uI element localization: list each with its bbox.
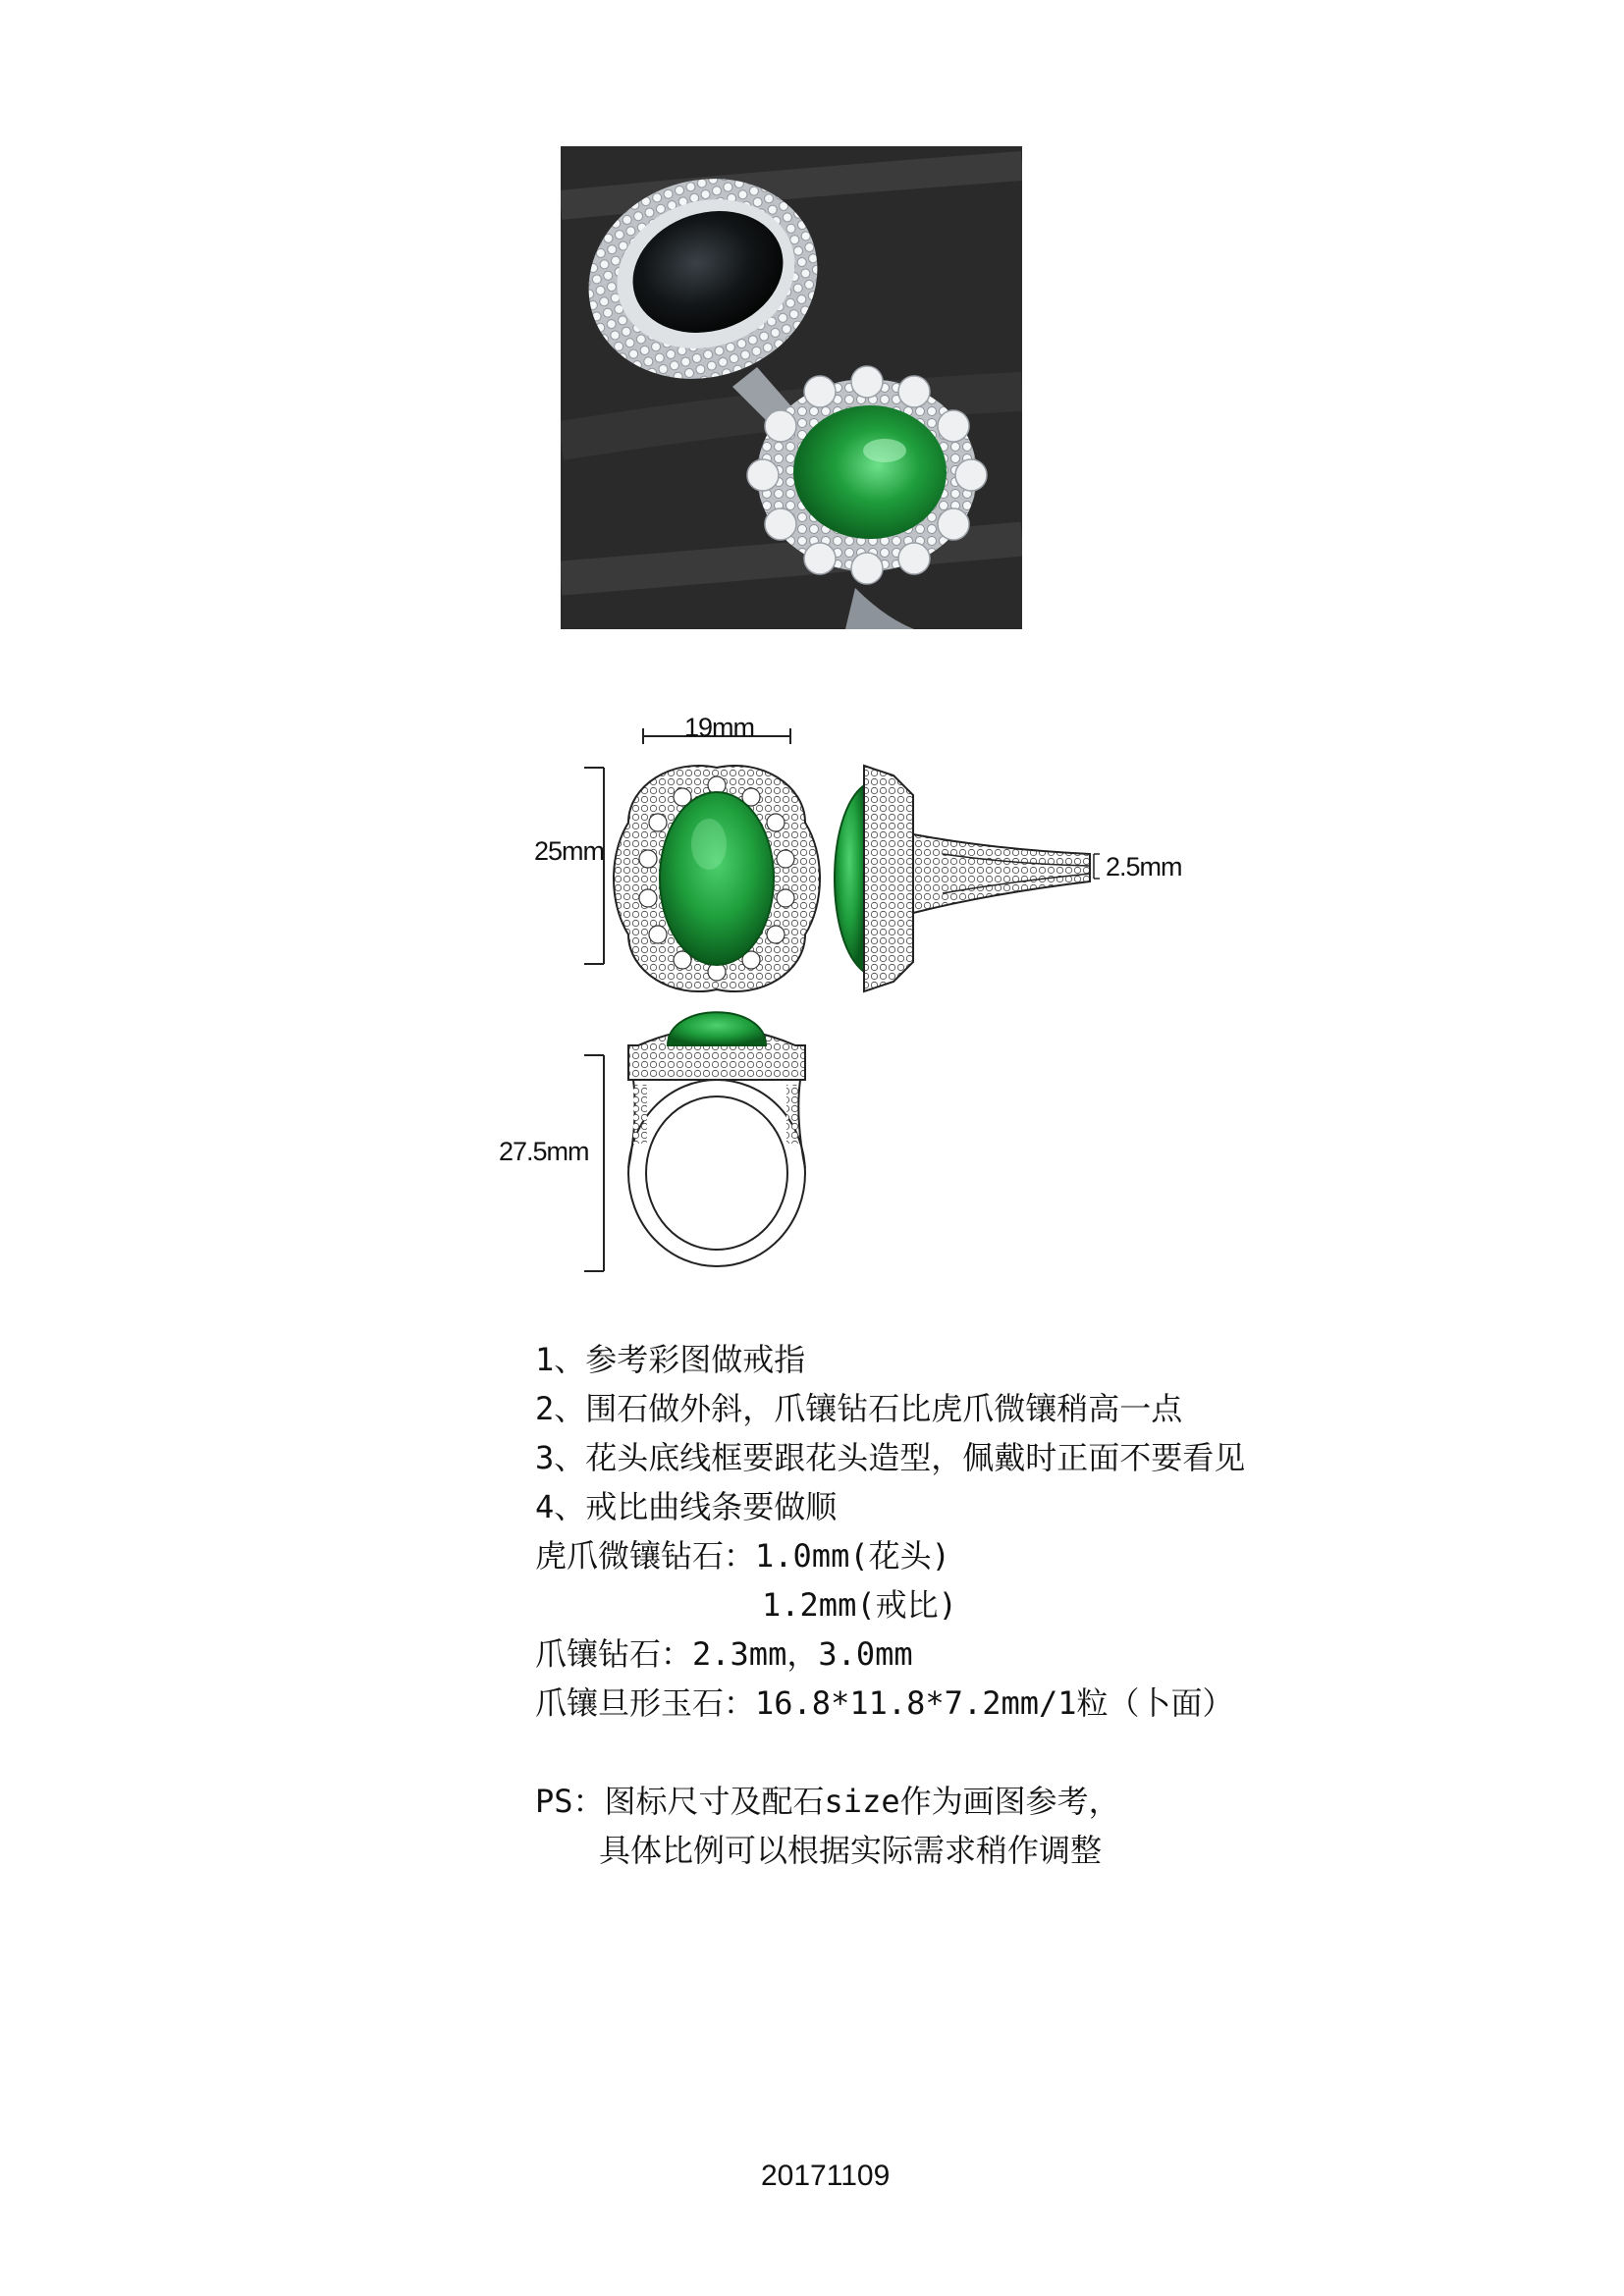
note-4: 4、戒比曲线条要做顺 — [535, 1488, 838, 1525]
ps-line-1: PS：图标尺寸及配石size作为画图参考， — [535, 1783, 1120, 1820]
note-3: 3、花头底线框要跟花头造型，佩戴时正面不要看见 — [535, 1439, 1246, 1476]
label-height-27-5mm: 27.5mm — [499, 1137, 589, 1166]
note-pave-diamond-shank: 1.2mm(戒比) — [762, 1586, 957, 1624]
reference-photo — [561, 146, 1022, 629]
reference-photo-art — [561, 146, 1022, 629]
ring-profile-view — [628, 1012, 805, 1266]
note-prong-diamond: 爪镶钻石：2.3mm，3.0mm — [535, 1635, 913, 1673]
ps-line-2: 具体比例可以根据实际需求稍作调整 — [599, 1832, 1103, 1869]
note-2: 2、围石做外斜，爪镶钻石比虎爪微镶稍高一点 — [535, 1390, 1183, 1427]
ring-front-view — [614, 766, 820, 991]
dimension-shank-bracket — [1094, 854, 1100, 879]
label-width-19mm: 19mm — [684, 713, 755, 742]
ring-side-view — [835, 766, 1090, 991]
label-shank-2-5mm: 2.5mm — [1106, 852, 1182, 881]
footer-date: 20171109 — [761, 2160, 891, 2192]
label-height-25mm: 25mm — [534, 836, 605, 866]
note-1: 1、参考彩图做戒指 — [535, 1341, 806, 1378]
note-pave-diamond: 虎爪微镶钻石：1.0mm(花头) — [535, 1537, 950, 1575]
ring-technical-drawing — [481, 707, 1227, 1276]
note-jade-stone: 爪镶旦形玉石：16.8*11.8*7.2mm/1粒（卜面） — [535, 1684, 1234, 1722]
